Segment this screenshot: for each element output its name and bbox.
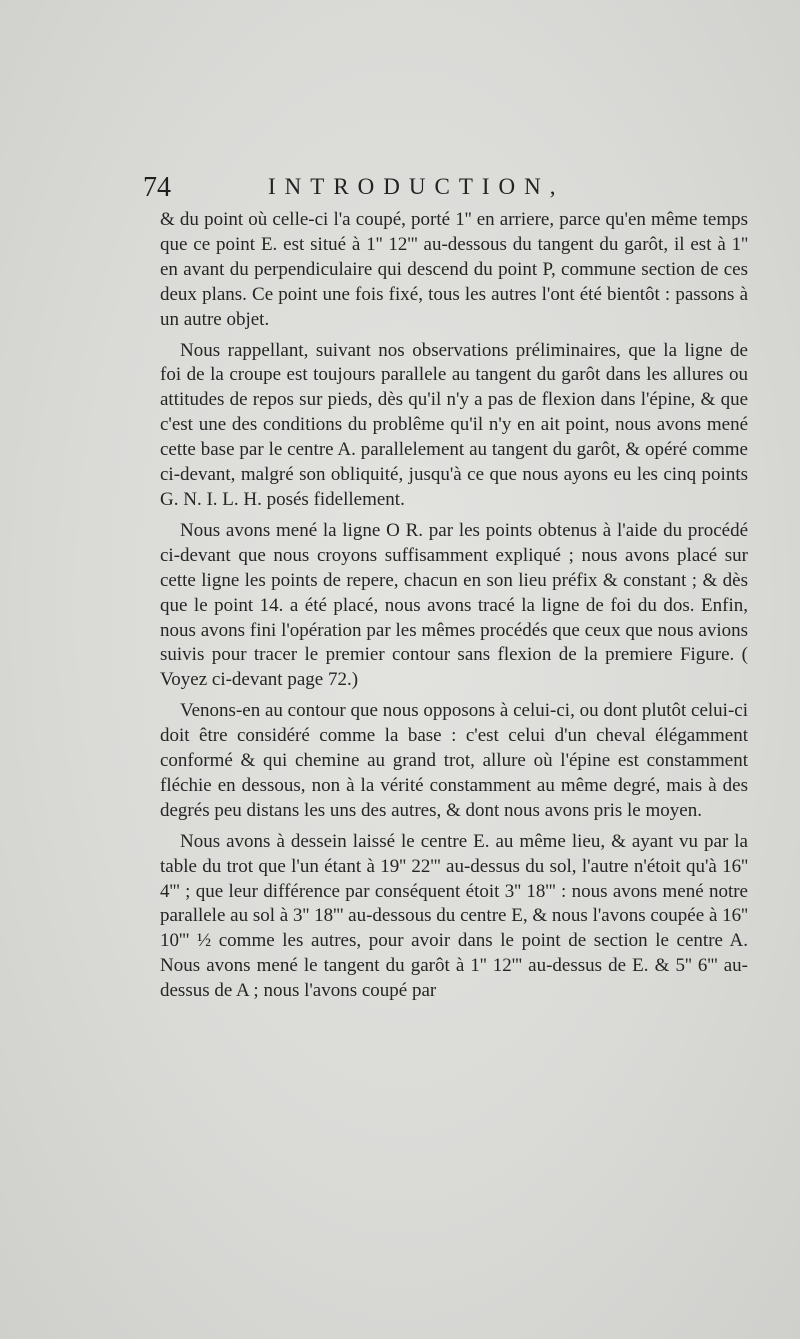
- paragraph-continued: & du point où celle-ci l'a coupé, porté 1'' en arriere, parce qu'en même temps que ce point E. est situé à 1'' 12''' au-dessous du tangent du garôt, il est à 1'' en avant du perpendiculaire qui descend du point P, commune section de ces deux plans. Ce point une fois fixé, tous les autres l'ont été bientôt : passons à un autre objet.: [160, 209, 748, 330]
- paragraph: Nous avons à dessein laissé le centre E. au même lieu, & ayant vu par la table du trot que l'un étant à 19'' 22''' au-dessus du sol, l'autre n'étoit qu'à 16'' 4''' ; que leur différence par conséquent étoit 3'' 18''' : nous avons mené notre parallele au sol à 3'' 18''' au-dessous du centre E, & nous l'avons coupée à 16'' 10''' ½ comme les autres, pour avoir dans le point de section le centre A. Nous avons mené le tangent du garôt à 1'' 12''' au-dessus de E. & 5'' 6''' au-dessus de A ; nous l'avons coupé par: [160, 830, 748, 1002]
- paragraph: Nous avons mené la ligne O R. par les points obtenus à l'aide du procédé ci-devant que nous croyons suffisamment expliqué ; nous avons placé sur cette ligne les points de repere, chacun en son lieu préfix & constant ; & dès que le point 14. a été placé, nous avons tracé la ligne de foi du dos. Enfin, nous avons fini l'opération par les mêmes procédés que ceux que nous avions suivis pour tracer le premier contour sans flexion de la premiere Figure. ( Voyez ci-devant page 72.): [160, 519, 748, 691]
- page-header: [143, 172, 613, 206]
- body-text: [160, 208, 748, 1004]
- running-title: INTRODUCTION,: [268, 174, 565, 199]
- page-number: 74: [143, 172, 171, 203]
- paragraph: Nous rappellant, suivant nos observations préliminaires, que la ligne de foi de la croupe est toujours parallele au tangent du garôt dans les allures ou attitudes de repos sur pieds, dès qu'il n'y a pas de flexion dans l'épine, & que c'est une des conditions du problême qu'il n'y en ait point, nous avons mené cette base par le centre A. parallelement au tangent du garôt, & opéré comme ci-devant, malgré son obliquité, jusqu'à ce que nous ayons eu les cinq points G. N. I. L. H. posés fidellement.: [160, 339, 748, 510]
- paragraph: Venons-en au contour que nous opposons à celui-ci, ou dont plutôt celui-ci doit être considéré comme la base : c'est celui d'un cheval élégamment conformé & qui chemine au grand trot, allure où l'épine est constamment fléchie en dessous, non à la vérité constamment au même degré, mais à des degrés peu distans les uns des autres, & dont nous avons pris le moyen.: [160, 700, 748, 821]
